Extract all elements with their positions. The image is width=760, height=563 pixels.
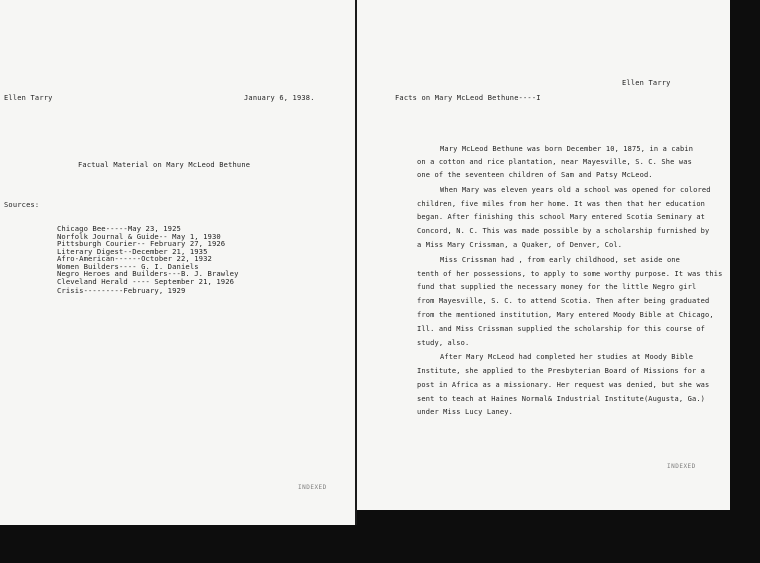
right-document-page — [357, 0, 730, 510]
body-line: one of the seventeen children of Sam and Patsy McLeod. — [417, 171, 653, 179]
body-line: began. After finishing this school Mary entered Scotia Seminary at — [417, 213, 706, 221]
body-line: from the mentioned institution, Mary entered Moody Bible at Chicago, — [417, 311, 714, 319]
source-item: Cleveland Herald ---- September 21, 1926 — [57, 276, 235, 286]
source-item: Pittsburgh Courier-- February 27, 1926 — [57, 239, 226, 248]
body-line: a Miss Mary Crissman, a Quaker, of Denver, Col. — [417, 241, 623, 249]
body-line: When Mary was eleven years old a school was opened for colored — [440, 186, 711, 194]
document-title: Factual Material on Mary McLeod Bethune — [78, 161, 251, 169]
body-line: post in Africa as a missionary. Her request was denied, but she was — [417, 381, 710, 389]
indexed-stamp: INDEXED — [298, 484, 327, 491]
body-line: study, also. — [417, 339, 470, 347]
source-item: Afro-American------October 22, 1932 — [57, 254, 212, 263]
source-item: Crisis---------February, 1929 — [57, 286, 186, 295]
author-name: Ellen Tarry — [622, 79, 671, 87]
source-item: Norfolk Journal & Guide-- May 1, 1930 — [57, 231, 221, 241]
body-line: tenth of her possessions, to apply to some worthy purpose. It was this — [417, 270, 723, 278]
body-line: from Mayesville, S. C. to attend Scotia. Then after being graduated — [417, 297, 710, 305]
body-line: children, five miles from her home. It was then that her education — [417, 200, 706, 208]
body-line: Miss Crissman had , from early childhood, set aside one — [440, 256, 681, 264]
indexed-stamp: INDEXED — [667, 463, 696, 470]
body-line: fund that supplied the necessary money for the little Negro girl — [417, 283, 697, 291]
body-line: Ill. and Miss Crissman supplied the scholarship for this course of — [417, 325, 706, 333]
body-line: Concord, N. C. This was made possible by a scholarship furnished by — [417, 227, 710, 235]
document-date: January 6, 1938. — [244, 94, 315, 102]
source-item: Chicago Bee-----May 23, 1925 — [57, 224, 181, 233]
page-header: Facts on Mary McLeod Bethune----I — [395, 94, 541, 102]
body-line: Mary McLeod Bethune was born December 10, 1875, in a cabin — [440, 145, 694, 153]
body-line: sent to teach at Haines Normal& Industrial Institute(Augusta, Ga.) — [417, 395, 706, 403]
source-item: Women Builders---- G. I. Daniels — [57, 261, 199, 271]
body-line: on a cotton and rice plantation, near Mayesville, S. C. She was — [417, 158, 692, 166]
body-line: After Mary McLeod had completed her studies at Moody Bible — [440, 353, 694, 361]
source-item: Negro Heroes and Builders---B. J. Brawley — [57, 269, 239, 278]
source-item: Literary Digest--December 21, 1935 — [57, 246, 208, 256]
author-name: Ellen Tarry — [4, 94, 53, 102]
body-line: Institute, she applied to the Presbyterian Board of Missions for a — [417, 367, 706, 375]
body-line: under Miss Lucy Laney. — [417, 408, 514, 416]
sources-heading: Sources: — [4, 201, 40, 209]
left-document-page — [0, 0, 355, 525]
